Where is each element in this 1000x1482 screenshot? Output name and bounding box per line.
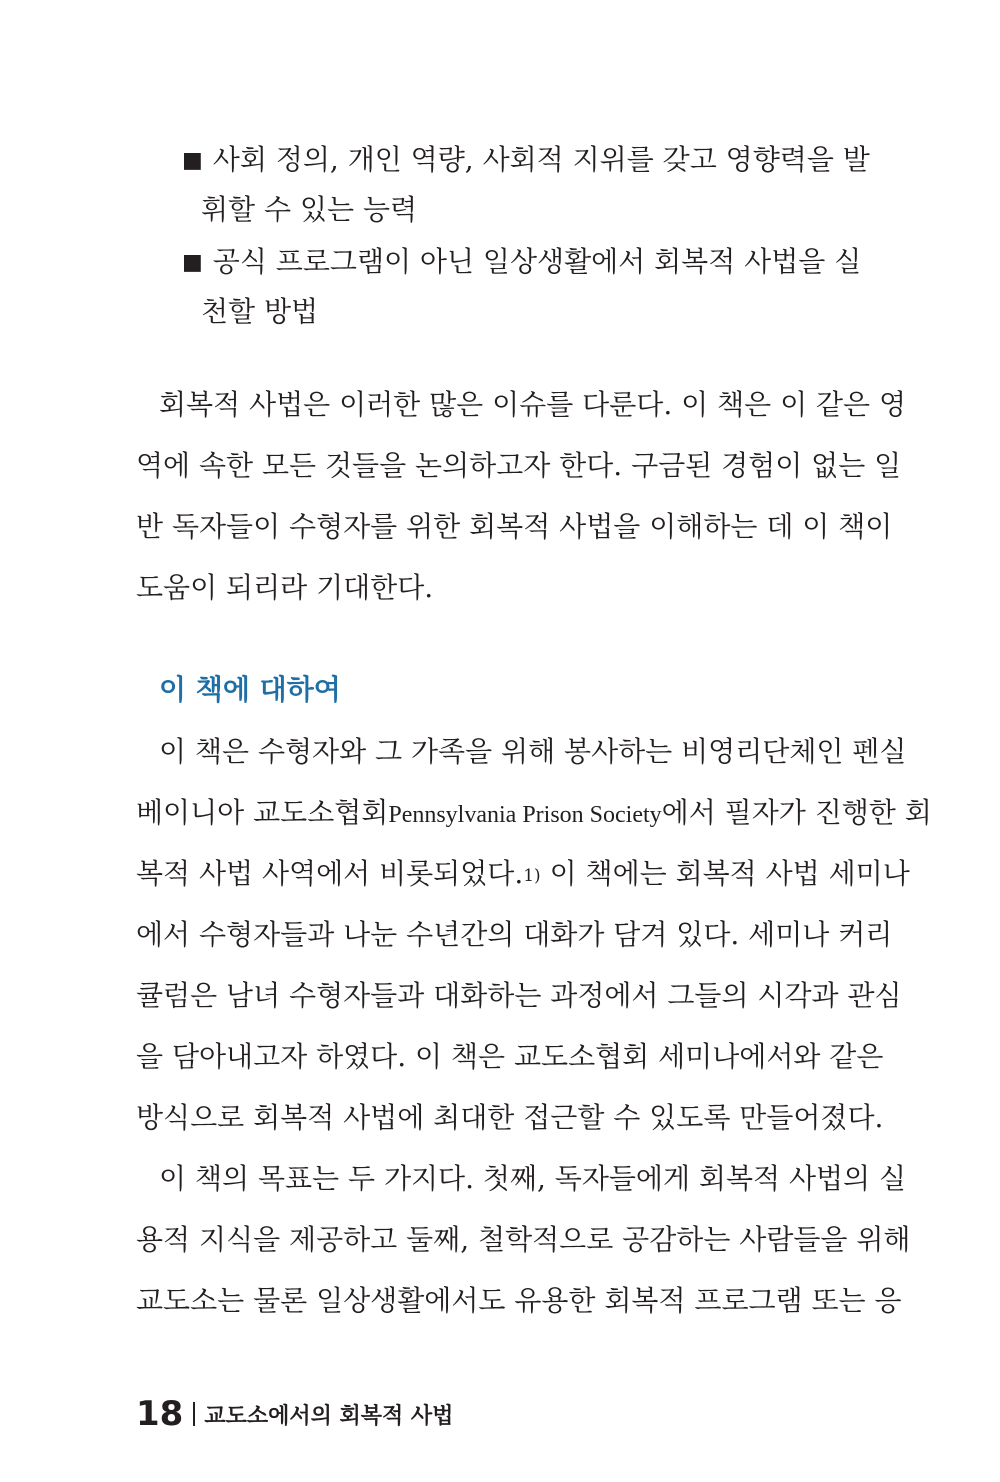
para1-line-1: 이 책은 수형자와 그 가족을 위해 봉사하는 비영리단체인 펜실 (159, 735, 907, 768)
para1-line-3-tail: 이 책에는 회복적 사법 세미나 (540, 857, 910, 890)
footer-divider (193, 1402, 195, 1426)
running-title: 교도소에서의 회복적 사법 (204, 1403, 454, 1429)
bullet-item-1-line1 (182, 140, 870, 181)
para1-line-2 (136, 793, 932, 835)
intro-line-4: 도움이 되리라 기대한다. (136, 571, 434, 604)
bullet-item-1-line2: 휘할 수 있는 능력 (201, 193, 418, 226)
square-bullet-icon: ■ (182, 250, 203, 275)
para1-line-5: 큘럼은 남녀 수형자들과 대화하는 과정에서 그들의 시각과 관심 (136, 979, 902, 1012)
square-bullet-icon: ■ (182, 148, 203, 173)
para2-line-3: 교도소는 물론 일상생활에서도 유용한 회복적 프로그램 또는 응 (136, 1284, 902, 1317)
para2-line-2: 용적 지식을 제공하고 둘째, 철학적으로 공감하는 사람들을 위해 (136, 1223, 911, 1256)
org-name-korean: 베이니아 교도소협회 (136, 796, 389, 829)
para1-line-3-head: 복적 사법 사역에서 비롯되었다. (136, 857, 524, 890)
para2-line-1: 이 책의 목표는 두 가지다. 첫째, 독자들에게 회복적 사법의 실 (159, 1162, 907, 1195)
para1-line-6: 을 담아내고자 하였다. 이 책은 교도소협회 세미나에서와 같은 (136, 1040, 884, 1073)
para1-line-7: 방식으로 회복적 사법에 최대한 접근할 수 있도록 만들어졌다. (136, 1101, 884, 1134)
bullet-item-2-line2: 천할 방법 (201, 295, 319, 328)
bullet-text: 공식 프로그램이 아닌 일상생활에서 회복적 사법을 실 (212, 245, 862, 278)
footnote-reference: 1) (523, 866, 541, 886)
bullet-text: 사회 정의, 개인 역량, 사회적 지위를 갖고 영향력을 발 (212, 143, 870, 176)
para1-line-4: 에서 수형자들과 나눈 수년간의 대화가 담겨 있다. 세미나 커리 (136, 918, 893, 951)
page-number: 18 (136, 1394, 184, 1434)
intro-line-3: 반 독자들이 수형자를 위한 회복적 사법을 이해하는 데 이 책이 (136, 510, 893, 543)
org-name-english: Pennsylvania Prison Society (388, 802, 662, 828)
bullet-item-2-line1 (182, 242, 861, 283)
para1-line-3 (136, 854, 910, 896)
section-heading: 이 책에 대하여 (159, 673, 341, 706)
page-footer (136, 1389, 453, 1439)
intro-line-1: 회복적 사법은 이러한 많은 이슈를 다룬다. 이 책은 이 같은 영 (159, 388, 907, 421)
intro-line-2: 역에 속한 모든 것들을 논의하고자 한다. 구금된 경험이 없는 일 (136, 449, 902, 482)
para1-line-2-tail: 에서 필자가 진행한 회 (661, 796, 932, 829)
